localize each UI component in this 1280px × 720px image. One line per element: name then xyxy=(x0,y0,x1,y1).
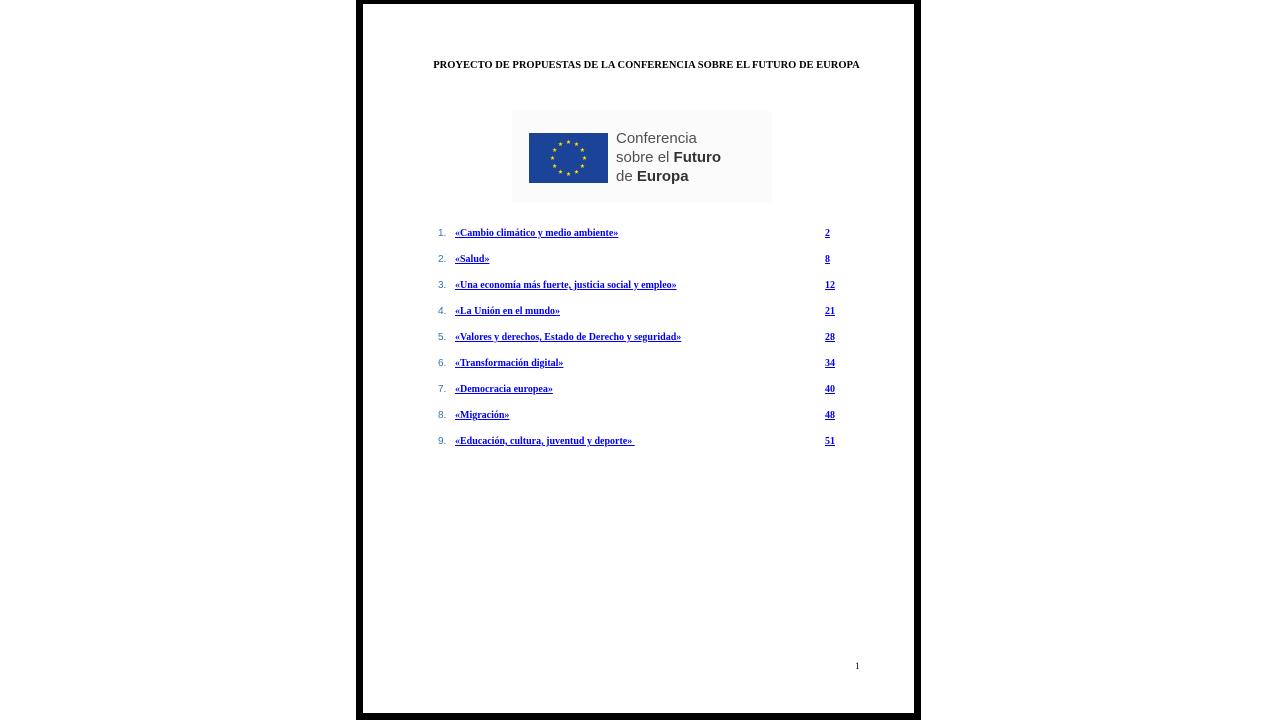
logo-line-3-bold: Europa xyxy=(636,168,689,185)
page-frame xyxy=(356,0,921,720)
toc-item-page-link[interactable]: 51 xyxy=(825,436,835,447)
toc-item xyxy=(363,382,914,398)
toc-item-page-link[interactable]: 34 xyxy=(825,358,835,369)
toc-item-number: 8. xyxy=(438,410,447,421)
toc-item-page-link[interactable]: 21 xyxy=(825,306,835,317)
logo-line-2-bold: Futuro xyxy=(673,149,722,166)
toc-item-link[interactable]: «Una economía más fuerte, justicia social y empleo» xyxy=(455,280,677,291)
toc-item-link[interactable]: «Valores y derechos, Estado de Derecho y seguridad» xyxy=(455,332,682,343)
toc-item xyxy=(363,434,914,450)
toc-item xyxy=(363,252,914,268)
toc-item-page-link[interactable]: 40 xyxy=(825,384,835,395)
toc-item xyxy=(363,304,914,320)
toc-item-number: 5. xyxy=(438,332,447,343)
toc-item-number: 1. xyxy=(438,228,447,239)
toc-item-link[interactable]: «Salud» xyxy=(455,254,490,265)
logo-line-1: Conferencia xyxy=(616,130,697,147)
page-number: 1 xyxy=(855,661,860,671)
toc-item-number: 4. xyxy=(438,306,447,317)
toc-item-link[interactable]: «Transformación digital» xyxy=(455,358,564,369)
logo-line-2-regular: sobre el xyxy=(616,149,674,166)
toc-item-number: 3. xyxy=(438,280,447,291)
toc-item xyxy=(363,356,914,372)
toc-item-number: 9. xyxy=(438,436,447,447)
toc-item-page-link[interactable]: 48 xyxy=(825,410,835,421)
toc-item-link[interactable]: «La Unión en el mundo» xyxy=(455,306,561,317)
toc-item-number: 6. xyxy=(438,358,447,369)
toc-item-link[interactable]: «Cambio climático y medio ambiente» xyxy=(455,228,619,239)
toc-item-number: 7. xyxy=(438,384,447,395)
toc-item-page-link[interactable]: 8 xyxy=(825,254,830,265)
toc-item-number: 2. xyxy=(438,254,447,265)
toc-item xyxy=(363,278,914,294)
toc-item xyxy=(363,330,914,346)
toc-item-link[interactable]: «Educación, cultura, juventud y deporte» xyxy=(455,436,635,447)
toc-item xyxy=(363,408,914,424)
toc-item-page-link[interactable]: 2 xyxy=(825,228,830,239)
toc-item-link[interactable]: «Migración» xyxy=(455,410,510,421)
document-title: PROYECTO DE PROPUESTAS DE LA CONFERENCIA SOBRE EL FUTURO DE EUROPA xyxy=(433,60,860,71)
logo-line-3-regular: de xyxy=(616,168,637,185)
toc-item xyxy=(363,226,914,242)
toc-item-link[interactable]: «Democracia europea» xyxy=(455,384,553,395)
toc-item-page-link[interactable]: 28 xyxy=(825,332,835,343)
document-page xyxy=(363,4,914,713)
toc-item-page-link[interactable]: 12 xyxy=(825,280,835,291)
table-of-contents xyxy=(363,4,914,713)
